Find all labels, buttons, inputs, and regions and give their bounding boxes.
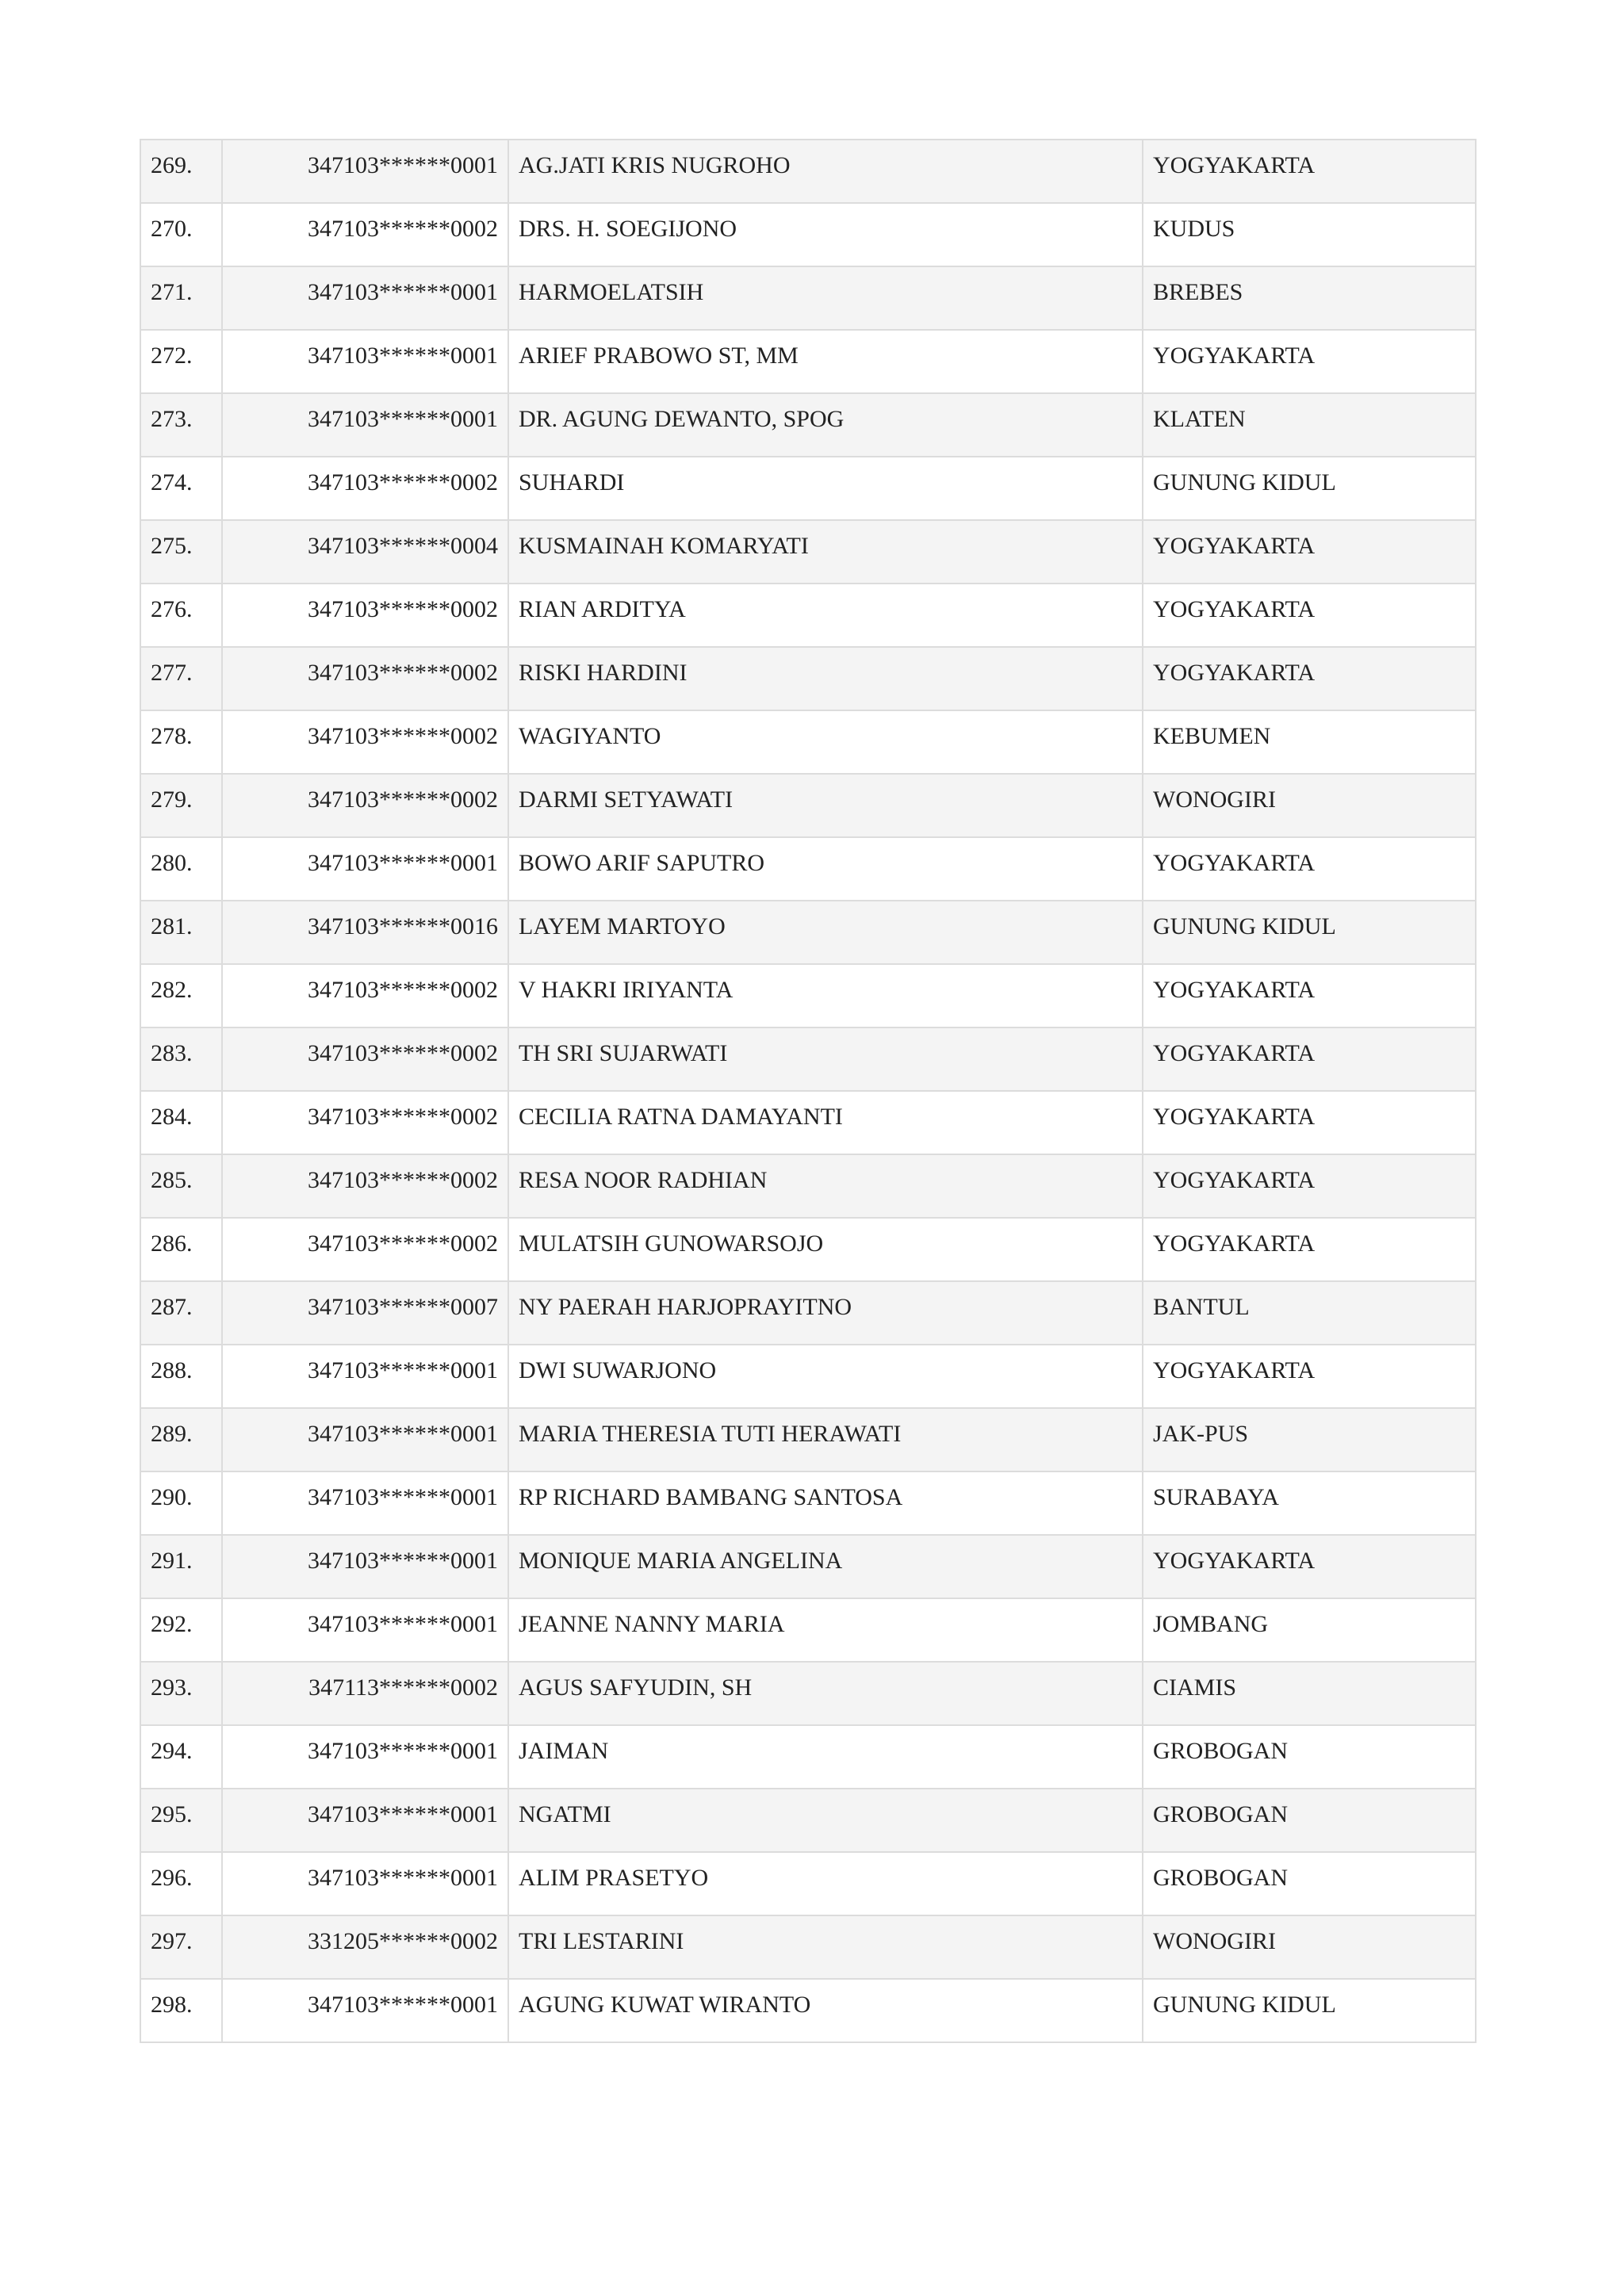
- table-row: [140, 1915, 1476, 1979]
- birthplace-cell: GUNUNG KIDUL: [1143, 457, 1476, 520]
- birthplace-cell: GROBOGAN: [1143, 1852, 1476, 1915]
- table-row: [140, 1979, 1476, 2042]
- row-number: 273.: [140, 393, 222, 457]
- birthplace-cell: YOGYAKARTA: [1143, 520, 1476, 584]
- table-row: [140, 647, 1476, 710]
- voter-table: [140, 139, 1477, 2043]
- nik-cell: 347103******0001: [222, 1789, 508, 1852]
- nik-cell: 347103******0001: [222, 1471, 508, 1535]
- row-number: 270.: [140, 203, 222, 266]
- table-row: [140, 1852, 1476, 1915]
- nik-cell: 347103******0001: [222, 266, 508, 330]
- name-cell: ARIEF PRABOWO ST, MM: [508, 330, 1143, 393]
- name-cell: MARIA THERESIA TUTI HERAWATI: [508, 1408, 1143, 1471]
- nik-cell: 347103******0002: [222, 1027, 508, 1091]
- row-number: 269.: [140, 140, 222, 203]
- birthplace-cell: YOGYAKARTA: [1143, 1027, 1476, 1091]
- birthplace-cell: YOGYAKARTA: [1143, 964, 1476, 1027]
- nik-cell: 347103******0002: [222, 1091, 508, 1154]
- birthplace-cell: KUDUS: [1143, 203, 1476, 266]
- row-number: 285.: [140, 1154, 222, 1218]
- name-cell: RISKI HARDINI: [508, 647, 1143, 710]
- birthplace-cell: CIAMIS: [1143, 1662, 1476, 1725]
- row-number: 296.: [140, 1852, 222, 1915]
- nik-cell: 347103******0002: [222, 457, 508, 520]
- name-cell: WAGIYANTO: [508, 710, 1143, 774]
- name-cell: TRI LESTARINI: [508, 1915, 1143, 1979]
- name-cell: DARMI SETYAWATI: [508, 774, 1143, 837]
- birthplace-cell: GROBOGAN: [1143, 1725, 1476, 1789]
- nik-cell: 347103******0002: [222, 1154, 508, 1218]
- table-row: [140, 330, 1476, 393]
- nik-cell: 347113******0002: [222, 1662, 508, 1725]
- table-row: [140, 1345, 1476, 1408]
- birthplace-cell: WONOGIRI: [1143, 774, 1476, 837]
- name-cell: ALIM PRASETYO: [508, 1852, 1143, 1915]
- name-cell: CECILIA RATNA DAMAYANTI: [508, 1091, 1143, 1154]
- row-number: 279.: [140, 774, 222, 837]
- name-cell: LAYEM MARTOYO: [508, 901, 1143, 964]
- table-row: [140, 1598, 1476, 1662]
- row-number: 290.: [140, 1471, 222, 1535]
- table-row: [140, 1535, 1476, 1598]
- nik-cell: 347103******0002: [222, 203, 508, 266]
- row-number: 286.: [140, 1218, 222, 1281]
- name-cell: NY PAERAH HARJOPRAYITNO: [508, 1281, 1143, 1345]
- row-number: 288.: [140, 1345, 222, 1408]
- table-row: [140, 203, 1476, 266]
- nik-cell: 331205******0002: [222, 1915, 508, 1979]
- nik-cell: 347103******0001: [222, 837, 508, 901]
- name-cell: NGATMI: [508, 1789, 1143, 1852]
- name-cell: DWI SUWARJONO: [508, 1345, 1143, 1408]
- row-number: 283.: [140, 1027, 222, 1091]
- row-number: 287.: [140, 1281, 222, 1345]
- birthplace-cell: KEBUMEN: [1143, 710, 1476, 774]
- row-number: 275.: [140, 520, 222, 584]
- nik-cell: 347103******0002: [222, 584, 508, 647]
- nik-cell: 347103******0001: [222, 1725, 508, 1789]
- birthplace-cell: YOGYAKARTA: [1143, 837, 1476, 901]
- name-cell: AGUS SAFYUDIN, SH: [508, 1662, 1143, 1725]
- name-cell: JAIMAN: [508, 1725, 1143, 1789]
- row-number: 277.: [140, 647, 222, 710]
- name-cell: SUHARDI: [508, 457, 1143, 520]
- table-row: [140, 1408, 1476, 1471]
- birthplace-cell: YOGYAKARTA: [1143, 1535, 1476, 1598]
- table-row: [140, 457, 1476, 520]
- row-number: 284.: [140, 1091, 222, 1154]
- table-row: [140, 266, 1476, 330]
- birthplace-cell: GUNUNG KIDUL: [1143, 901, 1476, 964]
- row-number: 291.: [140, 1535, 222, 1598]
- table-row: [140, 837, 1476, 901]
- table-row: [140, 1027, 1476, 1091]
- birthplace-cell: YOGYAKARTA: [1143, 1218, 1476, 1281]
- nik-cell: 347103******0002: [222, 774, 508, 837]
- name-cell: HARMOELATSIH: [508, 266, 1143, 330]
- nik-cell: 347103******0001: [222, 1535, 508, 1598]
- name-cell: MULATSIH GUNOWARSOJO: [508, 1218, 1143, 1281]
- row-number: 297.: [140, 1915, 222, 1979]
- nik-cell: 347103******0001: [222, 330, 508, 393]
- name-cell: AG.JATI KRIS NUGROHO: [508, 140, 1143, 203]
- birthplace-cell: YOGYAKARTA: [1143, 584, 1476, 647]
- nik-cell: 347103******0007: [222, 1281, 508, 1345]
- name-cell: AGUNG KUWAT WIRANTO: [508, 1979, 1143, 2042]
- table-row: [140, 1725, 1476, 1789]
- nik-cell: 347103******0001: [222, 1598, 508, 1662]
- table-row: [140, 1789, 1476, 1852]
- row-number: 282.: [140, 964, 222, 1027]
- table-row: [140, 1662, 1476, 1725]
- row-number: 281.: [140, 901, 222, 964]
- name-cell: V HAKRI IRIYANTA: [508, 964, 1143, 1027]
- table-row: [140, 140, 1476, 203]
- row-number: 292.: [140, 1598, 222, 1662]
- row-number: 294.: [140, 1725, 222, 1789]
- table-row: [140, 1154, 1476, 1218]
- row-number: 289.: [140, 1408, 222, 1471]
- table-row: [140, 1471, 1476, 1535]
- row-number: 278.: [140, 710, 222, 774]
- nik-cell: 347103******0002: [222, 647, 508, 710]
- table-row: [140, 393, 1476, 457]
- row-number: 298.: [140, 1979, 222, 2042]
- row-number: 274.: [140, 457, 222, 520]
- birthplace-cell: YOGYAKARTA: [1143, 1091, 1476, 1154]
- table-row: [140, 1091, 1476, 1154]
- table-row: [140, 584, 1476, 647]
- name-cell: TH SRI SUJARWATI: [508, 1027, 1143, 1091]
- table-row: [140, 710, 1476, 774]
- row-number: 295.: [140, 1789, 222, 1852]
- birthplace-cell: YOGYAKARTA: [1143, 1345, 1476, 1408]
- birthplace-cell: YOGYAKARTA: [1143, 647, 1476, 710]
- birthplace-cell: KLATEN: [1143, 393, 1476, 457]
- name-cell: KUSMAINAH KOMARYATI: [508, 520, 1143, 584]
- nik-cell: 347103******0016: [222, 901, 508, 964]
- row-number: 280.: [140, 837, 222, 901]
- table-row: [140, 774, 1476, 837]
- table-row: [140, 1218, 1476, 1281]
- nik-cell: 347103******0002: [222, 964, 508, 1027]
- nik-cell: 347103******0001: [222, 1408, 508, 1471]
- birthplace-cell: BANTUL: [1143, 1281, 1476, 1345]
- voter-table-body: [140, 140, 1476, 2042]
- row-number: 276.: [140, 584, 222, 647]
- name-cell: RIAN ARDITYA: [508, 584, 1143, 647]
- name-cell: BOWO ARIF SAPUTRO: [508, 837, 1143, 901]
- birthplace-cell: JOMBANG: [1143, 1598, 1476, 1662]
- name-cell: DR. AGUNG DEWANTO, SPOG: [508, 393, 1143, 457]
- birthplace-cell: GUNUNG KIDUL: [1143, 1979, 1476, 2042]
- table-row: [140, 901, 1476, 964]
- nik-cell: 347103******0001: [222, 393, 508, 457]
- birthplace-cell: BREBES: [1143, 266, 1476, 330]
- nik-cell: 347103******0001: [222, 1979, 508, 2042]
- birthplace-cell: JAK-PUS: [1143, 1408, 1476, 1471]
- nik-cell: 347103******0002: [222, 1218, 508, 1281]
- name-cell: RESA NOOR RADHIAN: [508, 1154, 1143, 1218]
- name-cell: DRS. H. SOEGIJONO: [508, 203, 1143, 266]
- table-row: [140, 520, 1476, 584]
- nik-cell: 347103******0001: [222, 1345, 508, 1408]
- name-cell: RP RICHARD BAMBANG SANTOSA: [508, 1471, 1143, 1535]
- nik-cell: 347103******0004: [222, 520, 508, 584]
- name-cell: MONIQUE MARIA ANGELINA: [508, 1535, 1143, 1598]
- birthplace-cell: YOGYAKARTA: [1143, 140, 1476, 203]
- row-number: 293.: [140, 1662, 222, 1725]
- name-cell: JEANNE NANNY MARIA: [508, 1598, 1143, 1662]
- row-number: 272.: [140, 330, 222, 393]
- birthplace-cell: YOGYAKARTA: [1143, 330, 1476, 393]
- nik-cell: 347103******0001: [222, 140, 508, 203]
- nik-cell: 347103******0002: [222, 710, 508, 774]
- birthplace-cell: SURABAYA: [1143, 1471, 1476, 1535]
- birthplace-cell: WONOGIRI: [1143, 1915, 1476, 1979]
- table-row: [140, 1281, 1476, 1345]
- birthplace-cell: YOGYAKARTA: [1143, 1154, 1476, 1218]
- document-page: [140, 139, 1475, 2043]
- table-row: [140, 964, 1476, 1027]
- nik-cell: 347103******0001: [222, 1852, 508, 1915]
- birthplace-cell: GROBOGAN: [1143, 1789, 1476, 1852]
- row-number: 271.: [140, 266, 222, 330]
